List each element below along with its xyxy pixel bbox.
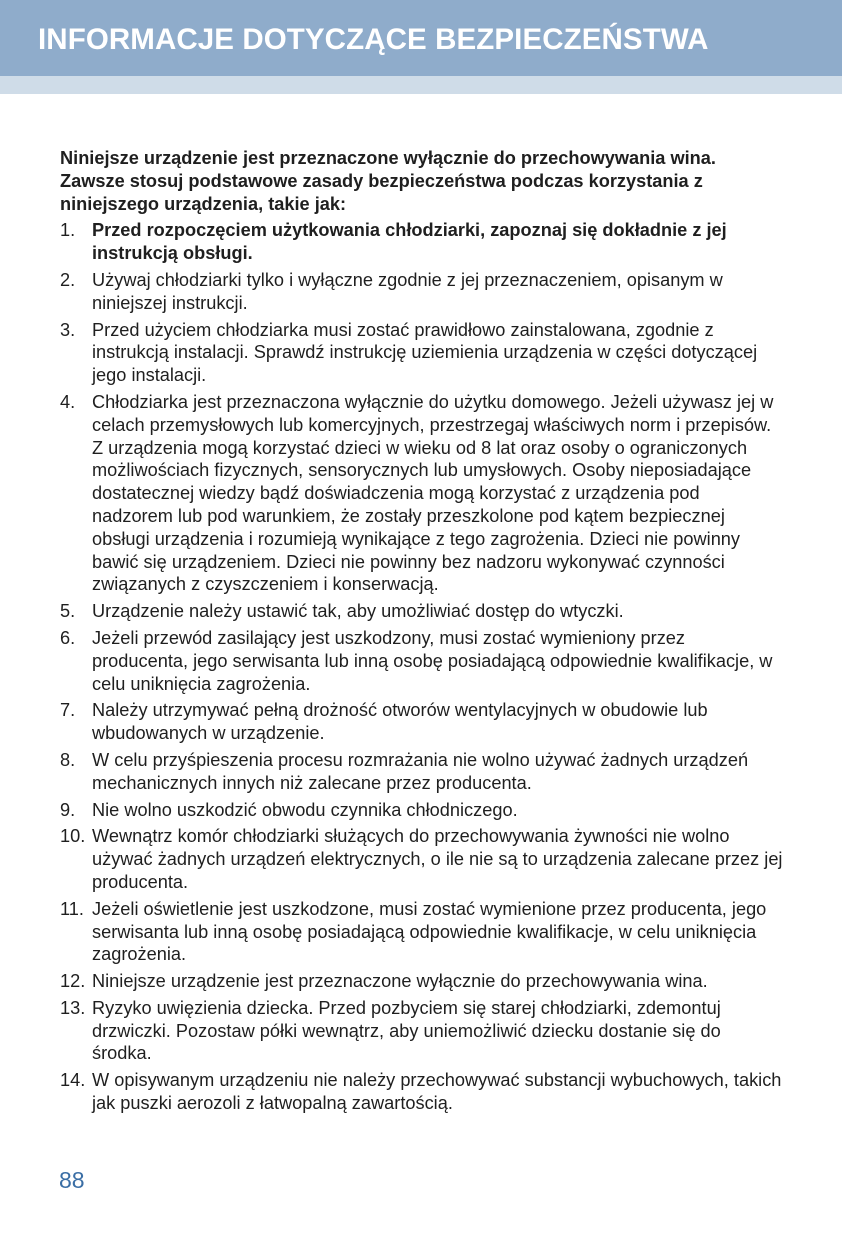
item-text: Niniejsze urządzenie jest przeznaczone wyłącznie do przechowywania wina. bbox=[92, 971, 708, 992]
item-text: Wewnątrz komór chłodziarki służących do przechowywania żywności nie wolno używać żadnych urządzeń elektrycznych, o ile nie są to urządzenia zalecane przez jej producenta. bbox=[92, 826, 783, 892]
list-item bbox=[60, 319, 785, 387]
list-item bbox=[60, 219, 785, 265]
item-text: Chłodziarka jest przeznaczona wyłącznie do użytku domowego. Jeżeli używasz jej w celach przemysłowych lub komercyjnych, przestrzegaj właściwych norm i przepisów. Z urządzenia mogą korzystać dzieci w wieku od 8 lat oraz osoby o ograniczonych możliwościach fizycznych, sensorycznych lub umysłowych. Osoby nieposiadające dostatecznej wiedzy bądź doświadczenia mogą korzystać z urządzenia pod nadzorem lub pod warunkiem, że zostały przeszkolone pod kątem bezpiecznej obsługi urządzenia i rozumieją wynikające z tego zagrożenia. Dzieci nie powinny bawić się urządzeniem. Dzieci nie powinny bez nadzoru wykonywać czynności związanych z czyszczeniem i konserwacją. bbox=[92, 391, 774, 595]
list-item bbox=[60, 799, 785, 822]
item-text: Jeżeli przewód zasilający jest uszkodzony, musi zostać wymieniony przez producenta, jego serwisanta lub inną osobę posiadającą odpowiednie kwalifikacje, w celu uniknięcia zagrożenia. bbox=[92, 627, 773, 694]
safety-list bbox=[60, 219, 785, 1114]
list-item bbox=[60, 627, 785, 695]
item-text: Nie wolno uszkodzić obwodu czynnika chłodniczego. bbox=[92, 799, 518, 820]
item-text: Przed użyciem chłodziarka musi zostać prawidłowo zainstalowana, zgodnie z instrukcją instalacji. Sprawdź instrukcję uziemienia urządzenia w części dotyczącej jego instalacji. bbox=[92, 319, 758, 386]
safety-content bbox=[60, 147, 785, 1115]
list-item bbox=[60, 391, 785, 596]
item-number: 14. bbox=[60, 1070, 86, 1091]
page-header bbox=[0, 0, 842, 76]
page-number: 88 bbox=[59, 1167, 85, 1193]
list-item bbox=[60, 997, 785, 1065]
item-text: W opisywanym urządzeniu nie należy przechowywać substancji wybuchowych, takich jak puszki aerozoli z łatwopalną zawartością. bbox=[92, 1070, 782, 1114]
list-item bbox=[60, 749, 785, 795]
item-text: Urządzenie należy ustawić tak, aby umożliwiać dostęp do wtyczki. bbox=[92, 601, 624, 622]
item-text: Ryzyko uwięzienia dziecka. Przed pozbyciem się starej chłodziarki, zdemontuj drzwiczki. Pozostaw półki wewnątrz, aby uniemożliwić dziecku dostanie się do środka. bbox=[92, 997, 721, 1064]
item-number: 1. bbox=[60, 220, 76, 241]
item-number: 12. bbox=[60, 971, 86, 992]
list-item bbox=[60, 898, 785, 966]
item-number: 6. bbox=[60, 627, 76, 648]
item-number: 11. bbox=[60, 898, 84, 919]
item-number: 10. bbox=[60, 826, 86, 847]
item-text: W celu przyśpieszenia procesu rozmrażania nie wolno używać żadnych urządzeń mechanicznych innych niż zalecane przez producenta. bbox=[92, 749, 749, 793]
page-title: INFORMACJE DOTYCZĄCE BEZPIECZEŃSTWA bbox=[38, 23, 709, 56]
item-text: Należy utrzymywać pełną drożność otworów wentylacyjnych w obudowie lub wbudowanych w urządzenie. bbox=[92, 700, 708, 744]
item-number: 13. bbox=[60, 997, 86, 1018]
item-number: 7. bbox=[60, 700, 76, 721]
list-item bbox=[60, 699, 785, 745]
list-item bbox=[60, 1069, 785, 1115]
item-text: Używaj chłodziarki tylko i wyłączne zgodnie z jej przeznaczeniem, opisanym w niniejszej instrukcji. bbox=[92, 269, 723, 313]
item-number: 2. bbox=[60, 269, 76, 290]
item-number: 9. bbox=[60, 799, 76, 820]
item-number: 4. bbox=[60, 391, 76, 412]
header-divider bbox=[0, 76, 842, 94]
list-item bbox=[60, 970, 785, 993]
item-text: Jeżeli oświetlenie jest uszkodzone, musi zostać wymienione przez producenta, jego serwisanta lub inną osobę posiadającą odpowiednie kwalifikacje, w celu uniknięcia zagrożenia. bbox=[92, 898, 767, 965]
list-item bbox=[60, 825, 785, 893]
item-number: 5. bbox=[60, 601, 76, 622]
intro-paragraph: Niniejsze urządzenie jest przeznaczone wyłącznie do przechowywania wina. Zawsze stosuj podstawowe zasady bezpieczeństwa podczas korzystania z niniejszego urządzenia, takie jak: bbox=[60, 148, 716, 214]
item-number: 8. bbox=[60, 749, 76, 770]
item-text: Przed rozpoczęciem użytkowania chłodziarki, zapoznaj się dokładnie z jej instrukcją obsługi. bbox=[92, 220, 727, 264]
list-item bbox=[60, 269, 785, 315]
list-item bbox=[60, 600, 785, 623]
item-number: 3. bbox=[60, 319, 76, 340]
